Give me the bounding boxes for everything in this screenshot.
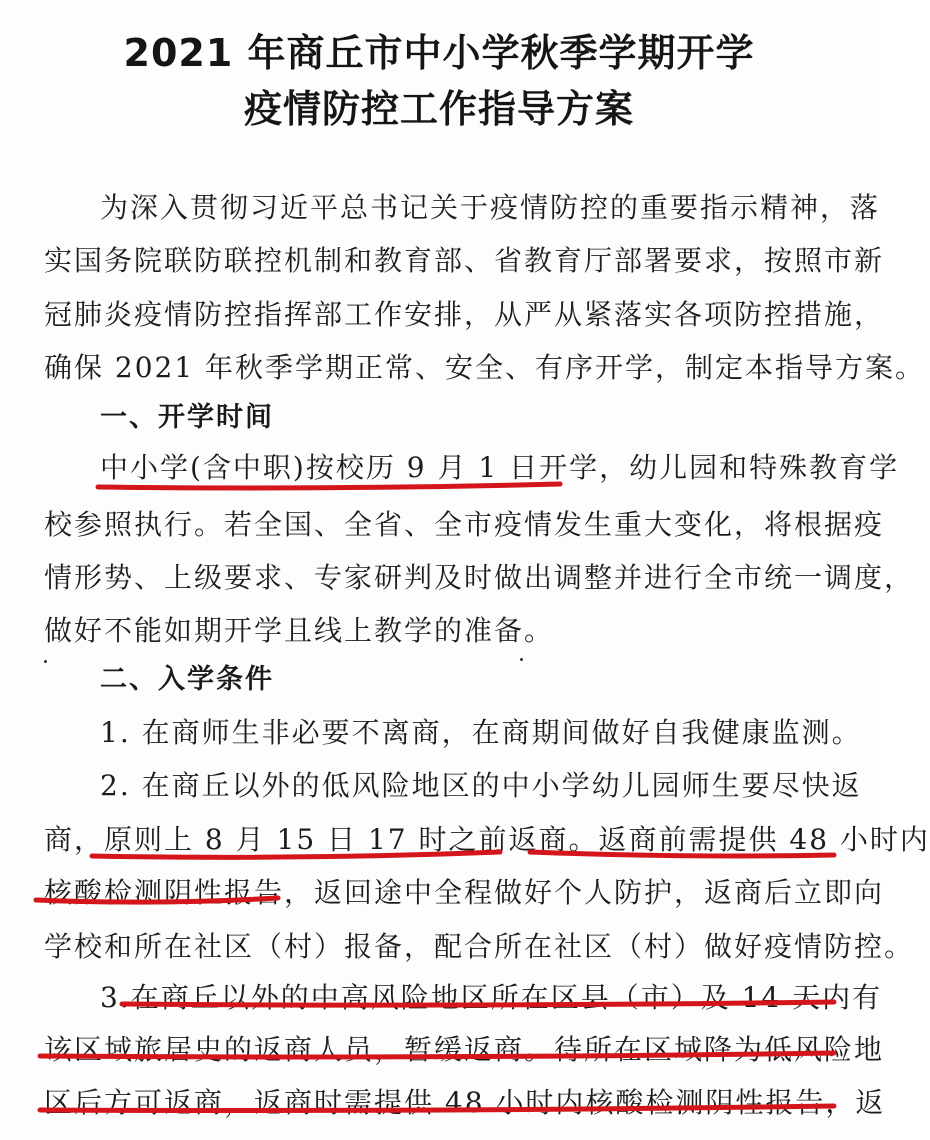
intro-line-2: 实国务院联防联控机制和教育部、省教育厅部署要求，按照市新	[44, 244, 885, 277]
section2-item-2-line-2	[44, 820, 930, 860]
item2-line2-prefix: 商，	[44, 823, 105, 856]
highlighted-test-requirement: 返商前需提供 48 小时内	[598, 823, 930, 856]
document-title-line-1: 2021 年商丘市中小学秋季学期开学	[123, 31, 755, 75]
intro-line-1: 为深入贯彻习近平总书记关于疫情防控的重要指示精神，落	[100, 191, 881, 224]
section1-line-3: 情形势、上级要求、专家研判及时做出调整并进行全市统一调度，	[44, 561, 915, 594]
section1-line-2: 校参照执行。若全国、全省、全市疫情发生重大变化，将根据疫	[44, 508, 885, 541]
highlighted-start-date: 中小学(含中职)按校历 9 月 1 日开学	[100, 451, 600, 484]
section2-item-3-line-3: 区后方可返商，返商时需提供 48 小时内核酸检测阴性报告，返	[44, 1086, 886, 1119]
section1-line-1	[100, 448, 899, 488]
section2-item-3-line-1	[100, 978, 882, 1018]
intro-line-3: 冠肺炎疫情防控指挥部工作安排，从严从紧落实各项防控措施，	[44, 298, 885, 331]
scan-speck	[520, 658, 523, 661]
section1-line-1-rest: ，幼儿园和特殊教育学	[599, 451, 900, 484]
section2-item-2-line-3	[44, 873, 884, 913]
section2-item-3-line-2: 该区域旅居史的返商人员，暂缓返商。待所在区域降为低风险地	[44, 1033, 885, 1066]
intro-line-4: 确保 2021 年秋季学期正常、安全、有序开学，制定本指导方案。	[44, 351, 926, 384]
section1-line-4: 做好不能如期开学且线上教学的准备。	[44, 614, 555, 647]
highlighted-negative-report: 核酸检测阴性报告	[44, 876, 285, 909]
section2-item-2-line-1: 2. 在商丘以外的低风险地区的中小学幼儿园师生要尽快返	[100, 769, 862, 802]
scan-speck	[44, 660, 47, 663]
section-heading-start-time: 一、开学时间	[100, 402, 274, 433]
highlighted-risk-area-rule: 在商丘以外的中高风险地区所在区县（市）及 14 天内有	[130, 981, 883, 1014]
item2-line3-rest: ，返回途中全程做好个人防护，返商后立即向	[284, 876, 885, 909]
highlighted-return-deadline: 原则上 8 月 15 日 17 时之前返商。	[104, 823, 599, 856]
section2-item-1: 1. 在商师生非必要不离商，在商期间做好自我健康监测。	[100, 716, 862, 749]
document-title-line-2: 疫情防控工作指导方案	[243, 87, 634, 131]
item3-number: 3.	[100, 981, 131, 1014]
section2-item-2-line-4: 学校和所在社区（村）报备，配合所在社区（村）做好疫情防控。	[44, 930, 915, 963]
section-heading-entry-conditions: 二、入学条件	[100, 664, 274, 695]
